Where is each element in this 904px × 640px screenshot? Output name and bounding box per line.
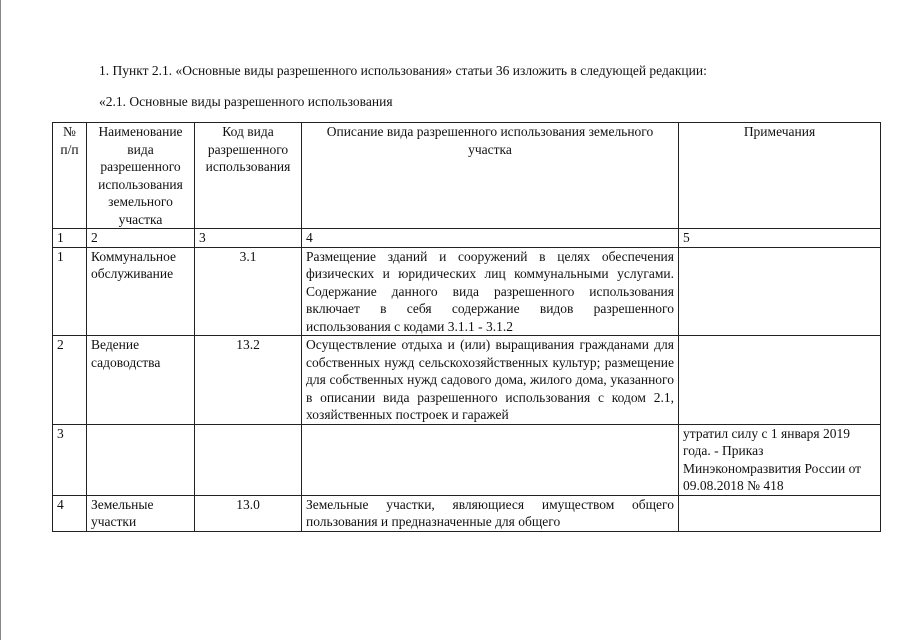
table-row (53, 424, 881, 495)
row-description: Земельные участки, являющиеся имуществом общего пользования и предназначенные для общего (302, 495, 679, 531)
row-use-name: Земельные участки (87, 495, 195, 531)
row-code: 3.1 (195, 247, 302, 336)
row-code: 13.0 (195, 495, 302, 531)
row-code (195, 424, 302, 495)
row-note (679, 336, 881, 425)
row-use-name (87, 424, 195, 495)
permitted-use-table (52, 122, 881, 532)
table-row (53, 495, 881, 531)
table-row (53, 247, 881, 336)
numbering-cell: 5 (679, 229, 881, 248)
header-note: Примечания (679, 123, 881, 229)
row-num: 2 (53, 336, 87, 425)
row-description: Размещение зданий и сооружений в целях обеспечения физических и юридических лиц коммунальными услугами. Содержание данного вида разрешенного использования включает в себя содержание видов разрешенного использования с кодами 3.1.1 - 3.1.2 (302, 247, 679, 336)
numbering-cell: 3 (195, 229, 302, 248)
numbering-cell: 4 (302, 229, 679, 248)
table-row (53, 336, 881, 425)
intro-paragraph: 1. Пункт 2.1. «Основные виды разрешенного использования» статьи 36 изложить в следующей редакции: (99, 63, 707, 78)
header-description: Описание вида разрешенного использования земельного участка (302, 123, 679, 229)
section-heading: «2.1. Основные виды разрешенного использования (99, 94, 393, 109)
row-num: 3 (53, 424, 87, 495)
row-use-name: Ведение садоводства (87, 336, 195, 425)
header-name: Наименование вида разрешенного использования земельного участка (87, 123, 195, 229)
row-description: Осуществление отдыха и (или) выращивания гражданами для собственных нужд сельскохозяйственных культур; размещение для собственных нужд садового дома, жилого дома, указанного в описании вида разрешенного использования с кодом 2.1, хозяйственных построек и гаражей (302, 336, 679, 425)
row-num: 4 (53, 495, 87, 531)
numbering-cell: 2 (87, 229, 195, 248)
row-note: утратил силу с 1 января 2019 года. - Приказ Минэкономразвития России от 09.08.2018 № 418 (679, 424, 881, 495)
row-note (679, 247, 881, 336)
numbering-row (53, 229, 881, 248)
row-use-name: Коммунальное обслуживание (87, 247, 195, 336)
row-code: 13.2 (195, 336, 302, 425)
row-num: 1 (53, 247, 87, 336)
header-code: Код вида разрешенного использования (195, 123, 302, 229)
table-header-row (53, 123, 881, 229)
header-num: № п/п (53, 123, 87, 229)
numbering-cell: 1 (53, 229, 87, 248)
row-note (679, 495, 881, 531)
row-description (302, 424, 679, 495)
